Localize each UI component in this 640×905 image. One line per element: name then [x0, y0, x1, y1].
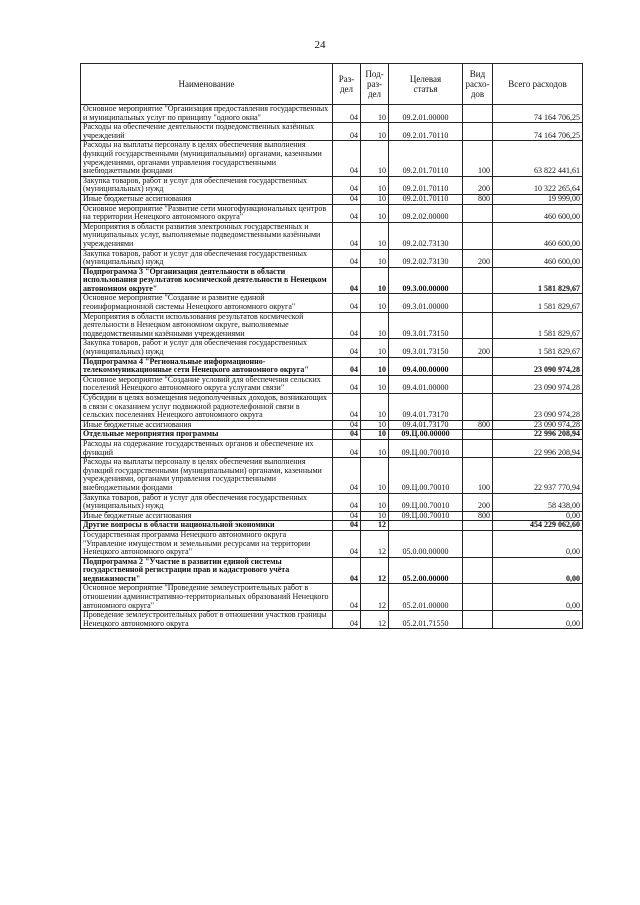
cell-expense-type: 800 — [463, 511, 493, 521]
cell-article: 09.2.02.73130 — [389, 222, 463, 249]
cell-name: Государственная программа Ненецкого автономного округа "Управление имуществом и земельными ресурсами на территории Ненецкого автономного округа" — [81, 530, 333, 557]
cell-article: 09.3.01.73150 — [389, 339, 463, 357]
cell-name: Отдельные мероприятия программы — [81, 430, 333, 440]
cell-article: 09.4.01.73170 — [389, 420, 463, 430]
cell-expense-type — [463, 439, 493, 457]
cell-name: Иные бюджетные ассигнования — [81, 420, 333, 430]
cell-expense-type: 200 — [463, 339, 493, 357]
cell-expense-type — [463, 521, 493, 531]
table-row — [81, 584, 583, 611]
cell-total: 23 090 974,28 — [493, 420, 583, 430]
cell-expense-type — [463, 204, 493, 222]
cell-subsection: 10 — [361, 357, 389, 375]
cell-section: 04 — [333, 493, 361, 511]
cell-name: Закупка товаров, работ и услуг для обеспечения государственных (муниципальных) нужд — [81, 249, 333, 267]
cell-article: 05.2.00.00000 — [389, 557, 463, 584]
cell-article: 09.Ц.00.70010 — [389, 458, 463, 493]
header-name: Наименование — [81, 64, 333, 105]
cell-subsection: 10 — [361, 439, 389, 457]
table-row — [81, 194, 583, 204]
cell-expense-type — [463, 530, 493, 557]
table-row — [81, 105, 583, 123]
cell-article: 09.Ц.00.70010 — [389, 511, 463, 521]
table-row — [81, 357, 583, 375]
cell-subsection: 10 — [361, 511, 389, 521]
cell-article: 09.2.01.70110 — [389, 176, 463, 194]
table-row — [81, 375, 583, 393]
cell-section: 04 — [333, 194, 361, 204]
table-body — [81, 105, 583, 629]
cell-name: Подпрограмма 2 "Участие в развитии единой системы государственной регистрации прав и кадастрового учёта недвижимости" — [81, 557, 333, 584]
cell-article: 09.2.02.00000 — [389, 204, 463, 222]
cell-expense-type — [463, 294, 493, 312]
cell-name: Закупка товаров, работ и услуг для обеспечения государственных (муниципальных) нужд — [81, 339, 333, 357]
page-number: 24 — [314, 39, 326, 51]
cell-article: 05.2.01.00000 — [389, 584, 463, 611]
cell-subsection: 10 — [361, 176, 389, 194]
header-section: Раз- дел — [333, 64, 361, 105]
cell-name: Расходы на содержание государственных органов и обеспечение их функций — [81, 439, 333, 457]
cell-expense-type — [463, 105, 493, 123]
cell-total: 19 999,00 — [493, 194, 583, 204]
cell-name: Основное мероприятие "Организация предоставления государственных и муниципальных услуг по принципу "одного окна" — [81, 105, 333, 123]
cell-article: 09.2.02.73130 — [389, 249, 463, 267]
cell-name: Основное мероприятие "Проведение землеустроительных работ в отношении административно-территориальных образований Ненецкого автономного округа" — [81, 584, 333, 611]
cell-total: 74 164 706,25 — [493, 123, 583, 141]
cell-name: Подпрограмма 4 "Региональные информационно-телекоммуникационные сети Ненецкого автономного округа" — [81, 357, 333, 375]
cell-total: 460 600,00 — [493, 249, 583, 267]
cell-expense-type — [463, 312, 493, 339]
cell-total: 1 581 829,67 — [493, 294, 583, 312]
cell-article: 09.4.01.73170 — [389, 394, 463, 421]
cell-total: 22 996 208,94 — [493, 439, 583, 457]
cell-article: 05.2.01.71550 — [389, 611, 463, 629]
table-row — [81, 339, 583, 357]
table-row — [81, 420, 583, 430]
cell-section: 04 — [333, 249, 361, 267]
cell-subsection: 10 — [361, 267, 389, 294]
table-row — [81, 439, 583, 457]
cell-total: 23 090 974,28 — [493, 375, 583, 393]
cell-total: 454 229 062,60 — [493, 521, 583, 531]
cell-total: 23 090 974,28 — [493, 357, 583, 375]
header-expense-type: Вид расхо- дов — [463, 64, 493, 105]
table-row — [81, 557, 583, 584]
cell-name: Расходы на обеспечение деятельности подведомственных казённых учреждений — [81, 123, 333, 141]
cell-total: 63 822 441,61 — [493, 141, 583, 176]
cell-total: 1 581 829,67 — [493, 312, 583, 339]
cell-section: 04 — [333, 394, 361, 421]
cell-subsection: 12 — [361, 611, 389, 629]
cell-name: Закупка товаров, работ и услуг для обеспечения государственных (муниципальных) нужд — [81, 493, 333, 511]
cell-total: 22 937 770,94 — [493, 458, 583, 493]
table-row — [81, 394, 583, 421]
cell-total: 23 090 974,28 — [493, 394, 583, 421]
cell-article: 09.2.01.00000 — [389, 105, 463, 123]
cell-total: 0,00 — [493, 530, 583, 557]
table-row — [81, 530, 583, 557]
cell-total: 460 600,00 — [493, 204, 583, 222]
cell-name: Мероприятия в области развития электронных государственных и муниципальных услуг, выполняемые подведомственными казёнными учреждениями — [81, 222, 333, 249]
cell-subsection: 12 — [361, 584, 389, 611]
cell-section: 04 — [333, 294, 361, 312]
cell-expense-type — [463, 557, 493, 584]
cell-name: Основное мероприятие "Создание условий для обеспечения сельских поселений Ненецкого автономного округа услугами связи" — [81, 375, 333, 393]
table-row — [81, 222, 583, 249]
cell-total: 1 581 829,67 — [493, 267, 583, 294]
cell-subsection: 10 — [361, 493, 389, 511]
table-row — [81, 267, 583, 294]
cell-section: 04 — [333, 420, 361, 430]
cell-section: 04 — [333, 458, 361, 493]
cell-section: 04 — [333, 312, 361, 339]
cell-subsection: 10 — [361, 141, 389, 176]
cell-article — [389, 521, 463, 531]
cell-expense-type: 200 — [463, 249, 493, 267]
cell-subsection: 10 — [361, 430, 389, 440]
cell-section: 04 — [333, 176, 361, 194]
cell-expense-type: 800 — [463, 420, 493, 430]
table-row — [81, 521, 583, 531]
cell-name: Основное мероприятие "Развитие сети многофункциональных центров на территории Ненецкого автономного округа" — [81, 204, 333, 222]
cell-section: 04 — [333, 357, 361, 375]
cell-article: 09.3.01.00000 — [389, 294, 463, 312]
cell-article: 09.Ц.00.70010 — [389, 493, 463, 511]
table-header — [81, 64, 583, 105]
cell-subsection: 10 — [361, 194, 389, 204]
cell-subsection: 10 — [361, 458, 389, 493]
cell-section: 04 — [333, 339, 361, 357]
cell-total: 460 600,00 — [493, 222, 583, 249]
cell-section: 04 — [333, 222, 361, 249]
table-row — [81, 176, 583, 194]
cell-total: 0,00 — [493, 557, 583, 584]
cell-section: 04 — [333, 267, 361, 294]
cell-article: 05.0.00.00000 — [389, 530, 463, 557]
cell-article: 09.Ц.00.00000 — [389, 430, 463, 440]
cell-article: 09.Ц.00.70010 — [389, 439, 463, 457]
cell-article: 09.2.01.70110 — [389, 194, 463, 204]
cell-section: 04 — [333, 430, 361, 440]
cell-expense-type: 800 — [463, 194, 493, 204]
header-subsection: Под- раз- дел — [361, 64, 389, 105]
cell-section: 04 — [333, 557, 361, 584]
table-row — [81, 249, 583, 267]
cell-expense-type: 100 — [463, 141, 493, 176]
cell-expense-type — [463, 430, 493, 440]
cell-expense-type: 100 — [463, 458, 493, 493]
cell-article: 09.2.01.70110 — [389, 141, 463, 176]
cell-total: 1 581 829,67 — [493, 339, 583, 357]
cell-total: 10 322 265,64 — [493, 176, 583, 194]
cell-subsection: 12 — [361, 557, 389, 584]
cell-name: Основное мероприятие "Создание и развитие единой геоинформационной системы Ненецкого автономного округа" — [81, 294, 333, 312]
cell-name: Иные бюджетные ассигнования — [81, 194, 333, 204]
cell-section: 04 — [333, 511, 361, 521]
cell-section: 04 — [333, 141, 361, 176]
table-row — [81, 123, 583, 141]
cell-subsection: 10 — [361, 123, 389, 141]
cell-total: 0,00 — [493, 611, 583, 629]
cell-name: Проведение землеустроительных работ в отношении участков границы Ненецкого автономного округа — [81, 611, 333, 629]
cell-name: Мероприятия в области использования результатов космической деятельности в Ненецком автономном округе, выполняемые подведомственными казёнными учреждениями — [81, 312, 333, 339]
cell-article: 09.3.01.73150 — [389, 312, 463, 339]
cell-name: Другие вопросы в области национальной экономики — [81, 521, 333, 531]
table-row — [81, 204, 583, 222]
cell-name: Подпрограмма 3 "Организация деятельности в области использования результатов космической деятельности в Ненецком автономном округе" — [81, 267, 333, 294]
budget-table — [80, 63, 583, 629]
cell-subsection: 10 — [361, 249, 389, 267]
cell-subsection: 10 — [361, 204, 389, 222]
cell-section: 04 — [333, 105, 361, 123]
cell-total: 22 996 208,94 — [493, 430, 583, 440]
cell-name: Субсидии в целях возмещения недополученных доходов, возникающих в связи с оказанием услуг подвижной радиотелефонной связи в сельских поселениях Ненецкого автономного округа — [81, 394, 333, 421]
cell-subsection: 10 — [361, 105, 389, 123]
cell-article: 09.4.00.00000 — [389, 357, 463, 375]
cell-expense-type — [463, 584, 493, 611]
table-row — [81, 493, 583, 511]
cell-section: 04 — [333, 521, 361, 531]
cell-name: Расходы на выплаты персоналу в целях обеспечения выполнения функций государственными (муниципальными) органами, казенными учреждениями, органами управления государственными внебюджетными фондами — [81, 141, 333, 176]
cell-total: 74 164 706,25 — [493, 105, 583, 123]
table-row — [81, 611, 583, 629]
header-article: Целевая статья — [389, 64, 463, 105]
header-total: Всего расходов — [493, 64, 583, 105]
table-row — [81, 458, 583, 493]
cell-expense-type — [463, 375, 493, 393]
cell-expense-type — [463, 123, 493, 141]
cell-article: 09.3.00.00000 — [389, 267, 463, 294]
cell-expense-type — [463, 611, 493, 629]
cell-subsection: 10 — [361, 312, 389, 339]
table-row — [81, 312, 583, 339]
cell-subsection: 10 — [361, 375, 389, 393]
cell-expense-type — [463, 357, 493, 375]
cell-article: 09.4.01.00000 — [389, 375, 463, 393]
cell-section: 04 — [333, 439, 361, 457]
cell-section: 04 — [333, 375, 361, 393]
cell-expense-type — [463, 267, 493, 294]
cell-expense-type — [463, 394, 493, 421]
cell-section: 04 — [333, 204, 361, 222]
cell-name: Иные бюджетные ассигнования — [81, 511, 333, 521]
cell-section: 04 — [333, 611, 361, 629]
cell-expense-type: 200 — [463, 176, 493, 194]
table-row — [81, 141, 583, 176]
cell-article: 09.2.01.70110 — [389, 123, 463, 141]
cell-subsection: 10 — [361, 394, 389, 421]
cell-subsection: 10 — [361, 339, 389, 357]
cell-name: Закупка товаров, работ и услуг для обеспечения государственных (муниципальных) нужд — [81, 176, 333, 194]
cell-section: 04 — [333, 123, 361, 141]
cell-subsection: 10 — [361, 222, 389, 249]
cell-total: 58 438,00 — [493, 493, 583, 511]
table-row — [81, 430, 583, 440]
cell-subsection: 10 — [361, 294, 389, 312]
cell-subsection: 10 — [361, 420, 389, 430]
cell-total: 0,00 — [493, 511, 583, 521]
cell-expense-type — [463, 222, 493, 249]
table-row — [81, 294, 583, 312]
cell-expense-type: 200 — [463, 493, 493, 511]
cell-section: 04 — [333, 584, 361, 611]
cell-section: 04 — [333, 530, 361, 557]
cell-name: Расходы на выплаты персоналу в целях обеспечения выполнения функций государственными (муниципальными) органами, казенными учреждениями, органами управления государственными внебюджетными фондами — [81, 458, 333, 493]
table-row — [81, 511, 583, 521]
cell-subsection: 12 — [361, 521, 389, 531]
cell-subsection: 12 — [361, 530, 389, 557]
cell-total: 0,00 — [493, 584, 583, 611]
